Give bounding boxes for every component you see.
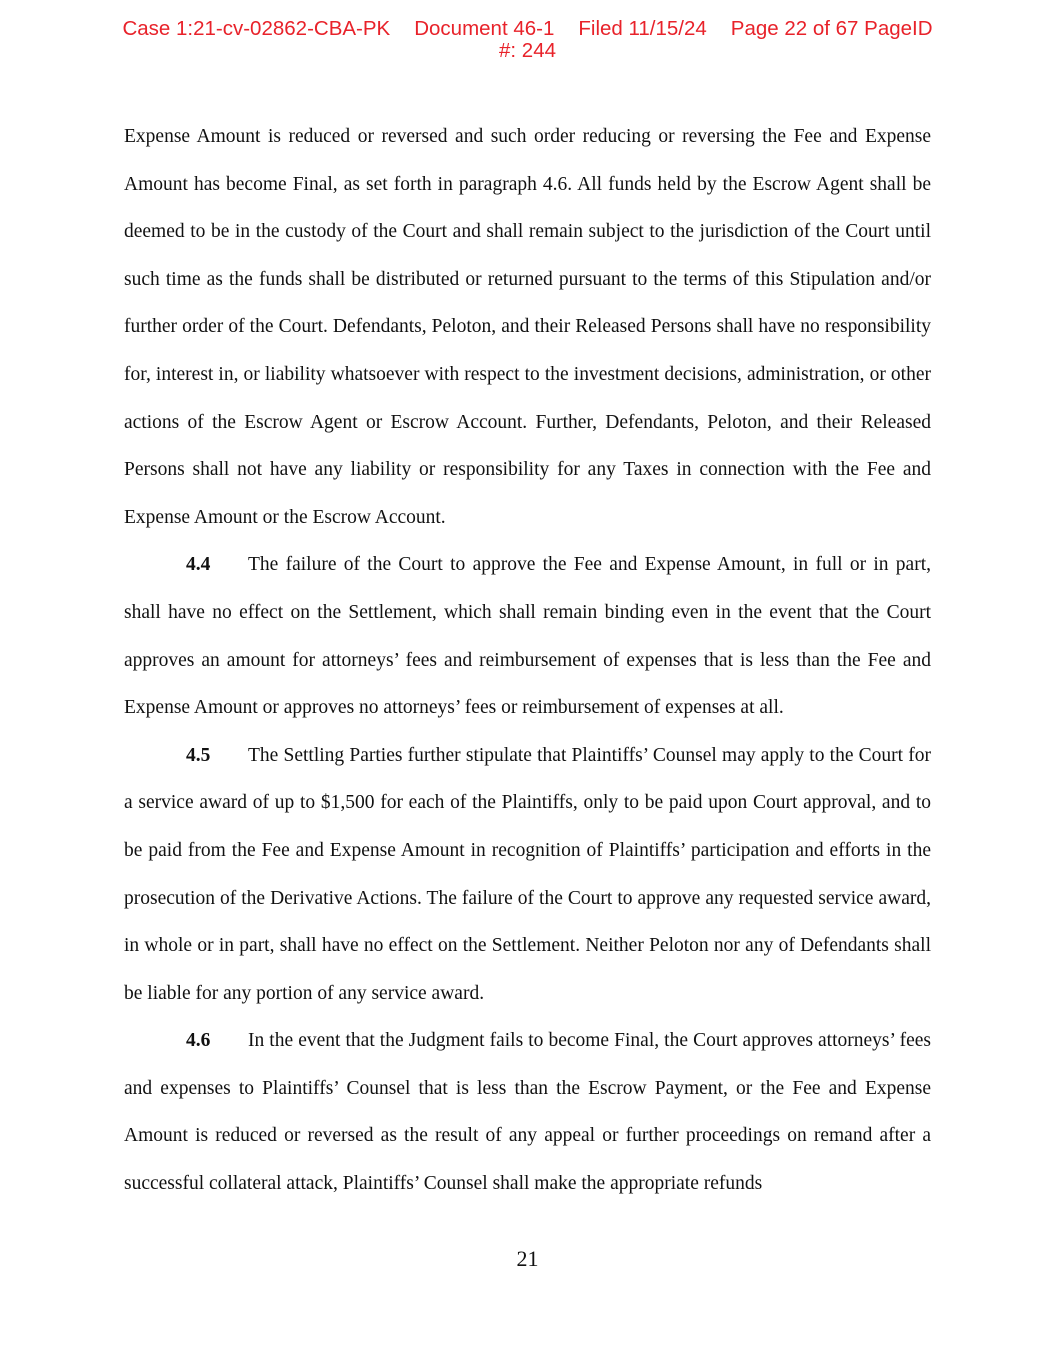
paragraph-text: Expense Amount is reduced or reversed and such order reducing or reversing the Fee and Expense Amount has become Final, as set forth in paragraph 4.6. All funds held by the Escrow Agent shall be deemed to be in the custody of the Court and shall remain subject to the jurisdiction of the Court until such time as the funds shall be distributed or returned pursuant to the terms of this Stipulation and/or further order of the Court. Defendants, Peloton, and their Released Persons shall have no responsibility for, interest in, or liability whatsoever with respect to the investment decisions, administration, or other actions of the Escrow Agent or Escrow Account. Further, Defendants, Peloton, and their Released Persons shall not have any liability or responsibility for any Taxes in connection with the Fee and Expense Amount or the Escrow Account. [124, 126, 931, 528]
page-id: #: 244 [499, 39, 556, 62]
page-of-pages: Page 22 of 67 PageID [730, 17, 933, 40]
paragraph-4-4 [124, 541, 931, 731]
paragraph-continued [124, 113, 931, 541]
case-number: Case 1:21-cv-02862-CBA-PK [122, 17, 391, 40]
paragraph-text: The failure of the Court to approve the Fee and Expense Amount, in full or in part, shall have no effect on the Settlement, which shall remain binding even in the event that the Court approves an amount for attorneys’ fees and reimbursement of expenses that is less than the Fee and Expense Amount or approves no attorneys’ fees or reimbursement of expenses at all. [124, 554, 931, 719]
paragraph-number: 4.6 [186, 1030, 211, 1052]
paragraph-text: In the event that the Judgment fails to become Final, the Court approves attorneys’ fees and expenses to Plaintiffs’ Counsel that is less than the Escrow Payment, or the Fee and Expense Amount is reduced or reversed as the result of any appeal or further proceedings on remand after a successful collateral attack, Plaintiffs’ Counsel shall make the appropriate refunds [124, 1030, 931, 1195]
paragraph-4-6 [124, 1017, 931, 1207]
paragraph-4-5 [124, 732, 931, 1018]
court-filing-stamp [0, 18, 1055, 62]
document-number: Document 46-1 [414, 17, 555, 40]
paragraph-number: 4.5 [186, 744, 211, 766]
stamp-line-1 [0, 18, 1055, 40]
filed-date: Filed 11/15/24 [578, 17, 707, 40]
paragraph-number: 4.4 [186, 554, 211, 576]
paragraph-text: The Settling Parties further stipulate that Plaintiffs’ Counsel may apply to the Court for a service award of up to $1,500 for each of the Plaintiffs, only to be paid upon Court approval, and to be paid from the Fee and Expense Amount in recognition of Plaintiffs’ participation and efforts in the prosecution of the Derivative Actions. The failure of the Court to approve any requested service award, in whole or in part, shall have no effect on the Settlement. Neither Peloton nor any of Defendants shall be liable for any portion of any service award. [124, 744, 931, 1004]
document-body [124, 113, 931, 1208]
page-number: 21 [516, 1246, 539, 1271]
